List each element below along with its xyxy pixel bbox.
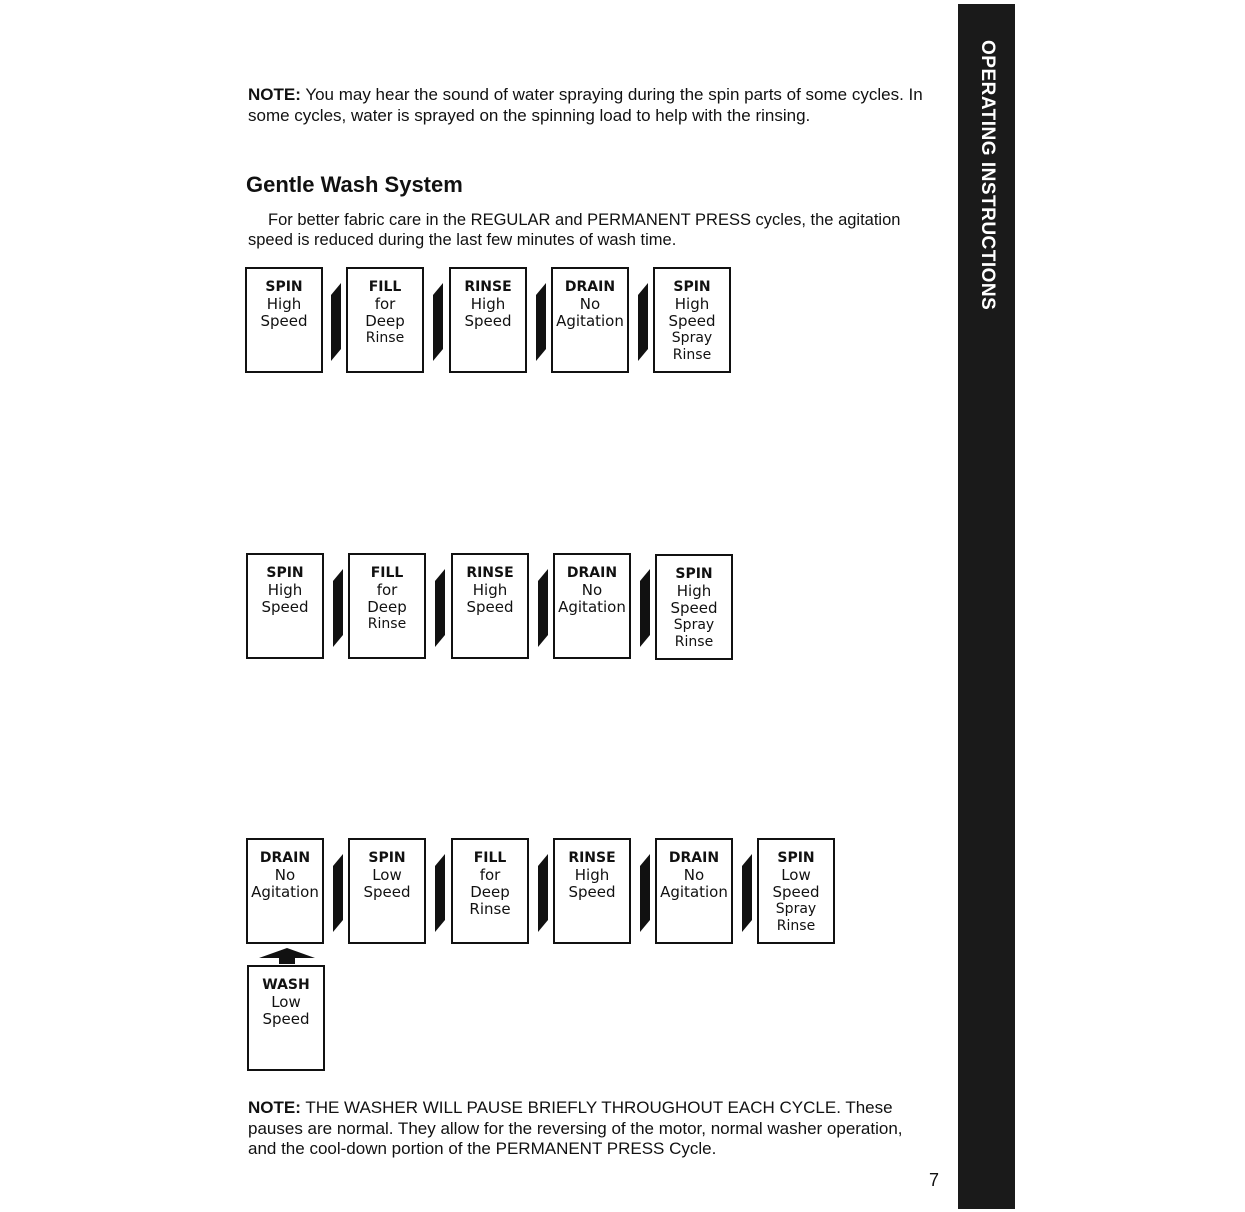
step-box: SPIN Low Speed xyxy=(348,838,426,944)
right-arrow-icon xyxy=(431,283,445,361)
step-box: FILL for Deep Rinse xyxy=(346,267,424,373)
up-arrow-icon xyxy=(257,946,317,966)
step-box: FILL for Deep Rinse xyxy=(348,553,426,659)
right-arrow-icon xyxy=(636,283,650,361)
note-bottom-text: THE WASHER WILL PAUSE BRIEFLY THROUGHOUT EACH CYCLE. These pauses are normal. They allow for the reversing of the motor, normal washer operation, and the cool-down portion of the PERMANENT PRESS Cycle. xyxy=(248,1098,903,1158)
step-box: SPIN High Speed Spray Rinse xyxy=(655,554,733,660)
right-arrow-icon xyxy=(534,283,548,361)
step-box: RINSE High Speed xyxy=(451,553,529,659)
note-top-text: You may hear the sound of water spraying during the spin parts of some cycles. In some cycles, water is sprayed on the spinning load to help with the rinsing. xyxy=(248,85,923,125)
section-title: Gentle Wash System xyxy=(246,172,463,197)
step-box: DRAIN No Agitation xyxy=(551,267,629,373)
right-arrow-icon xyxy=(536,569,550,647)
step-box: SPIN High Speed Spray Rinse xyxy=(653,267,731,373)
step-box: DRAIN No Agitation xyxy=(553,553,631,659)
step-box: SPIN High Speed xyxy=(246,553,324,659)
step-box: DRAIN No Agitation xyxy=(246,838,324,944)
step-box: SPIN High Speed xyxy=(245,267,323,373)
step-box: RINSE High Speed xyxy=(553,838,631,944)
note-top xyxy=(248,85,928,126)
step-box: RINSE High Speed xyxy=(449,267,527,373)
right-arrow-icon xyxy=(331,569,345,647)
right-arrow-icon xyxy=(536,854,550,932)
right-arrow-icon xyxy=(433,854,447,932)
note-top-label: NOTE: xyxy=(248,85,301,104)
right-arrow-icon xyxy=(331,854,345,932)
note-bottom-label: NOTE: xyxy=(248,1098,301,1117)
section-intro: For better fabric care in the REGULAR and PERMANENT PRESS cycles, the agitation speed is reduced during the last few minutes of wash time. xyxy=(248,211,901,249)
right-arrow-icon xyxy=(329,283,343,361)
page-number: 7 xyxy=(929,1170,940,1190)
side-tab-label: OPERATING INSTRUCTIONS xyxy=(977,40,998,311)
right-arrow-icon xyxy=(638,854,652,932)
right-arrow-icon xyxy=(638,569,652,647)
right-arrow-icon xyxy=(433,569,447,647)
step-box: DRAIN No Agitation xyxy=(655,838,733,944)
step-box: SPIN Low Speed Spray Rinse xyxy=(757,838,835,944)
note-bottom xyxy=(248,1098,928,1160)
wash-step-box: WASH Low Speed xyxy=(247,965,325,1071)
step-box: FILL for Deep Rinse xyxy=(451,838,529,944)
right-arrow-icon xyxy=(740,854,754,932)
